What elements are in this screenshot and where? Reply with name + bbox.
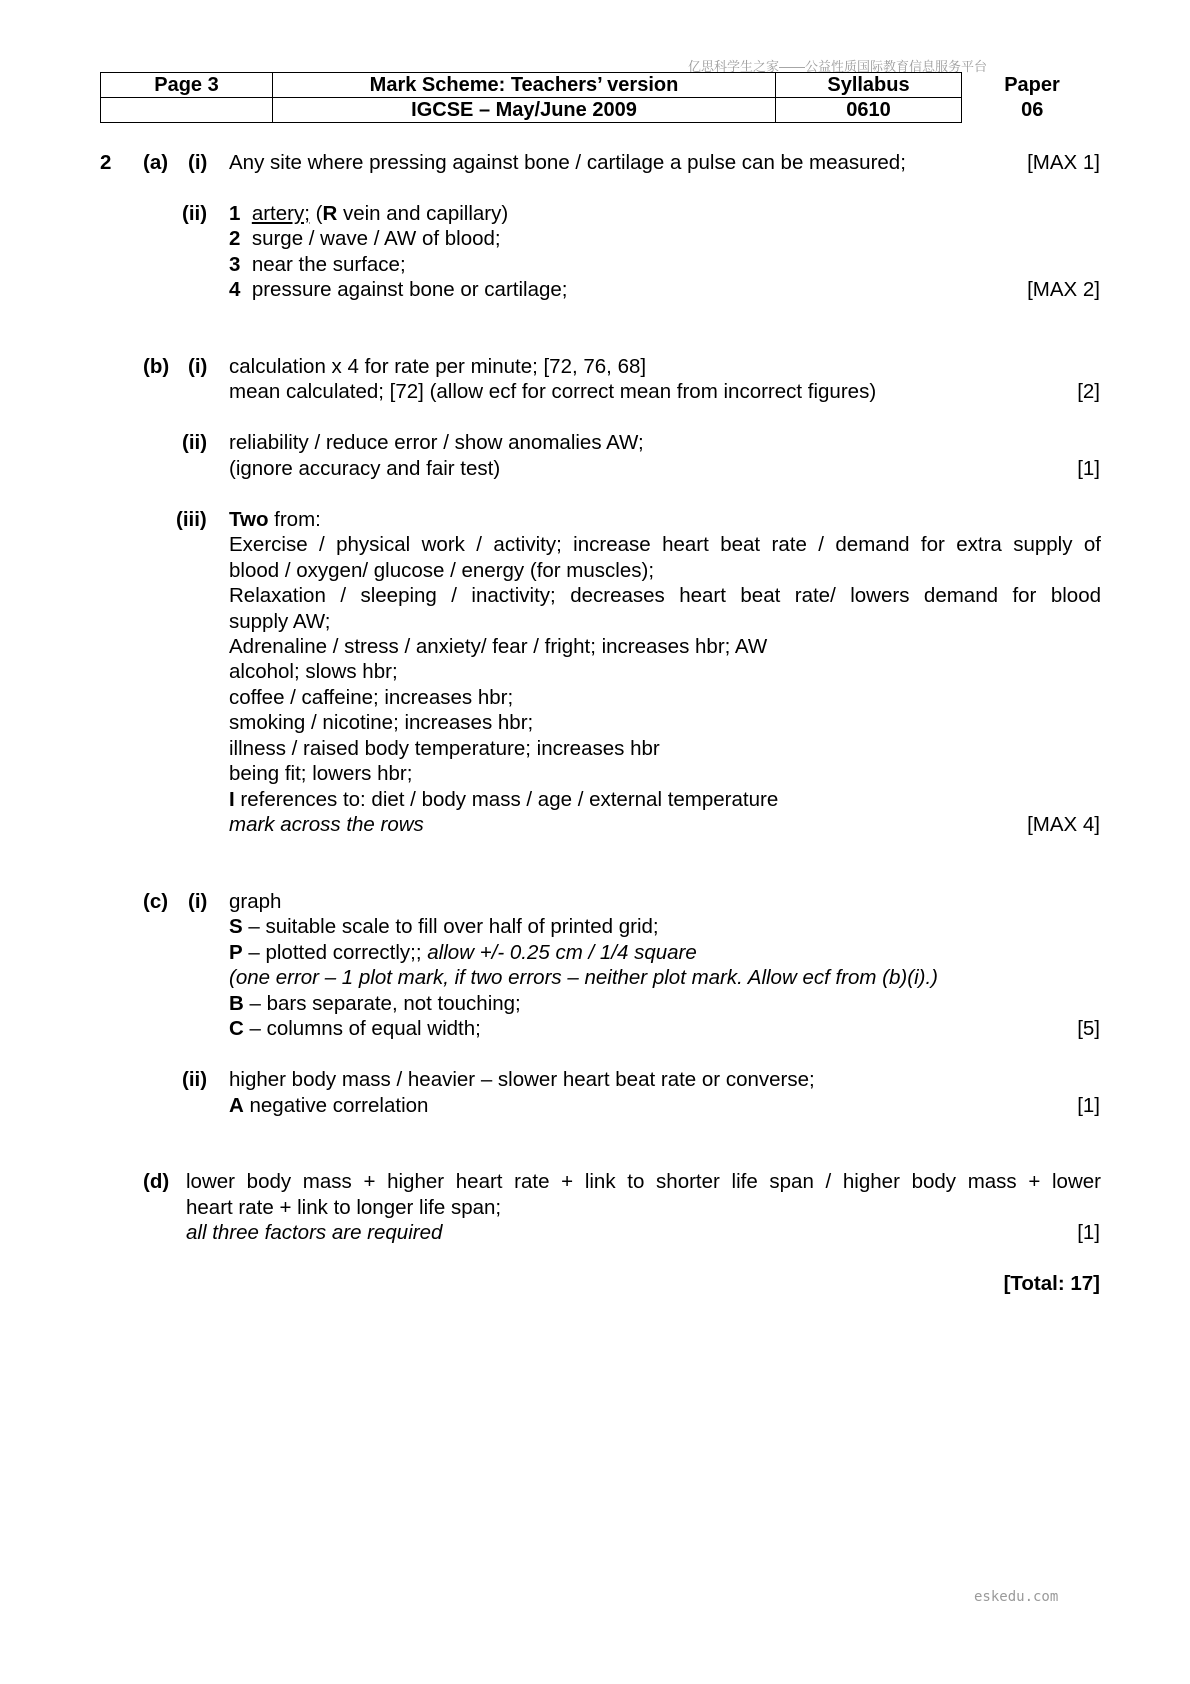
total-mark: [Total: 17] bbox=[1003, 1272, 1100, 1295]
watermark-bottom: eskedu.com bbox=[974, 1589, 1059, 1605]
part-b-iii-line-illness: illness / raised body temperature; increases hbr bbox=[229, 737, 660, 760]
part-b-iii-exercise-line-1: Exercise / physical work / activity; increase heart beat rate / demand for extra supply of bbox=[229, 533, 1101, 556]
header-table bbox=[100, 72, 1103, 123]
part-b-ii-mark: [1] bbox=[1077, 457, 1100, 480]
part-a-ii-item-2: 2 surge / wave / AW of blood; bbox=[229, 227, 501, 250]
part-c-i-columns: C – columns of equal width; bbox=[229, 1017, 481, 1040]
header-syllabus-value: 0610 bbox=[776, 98, 962, 123]
part-c-i-label: (i) bbox=[188, 890, 208, 913]
part-c-ii-label: (ii) bbox=[182, 1068, 208, 1091]
part-b-label: (b) bbox=[143, 355, 170, 378]
part-b-iii-line-smoking: smoking / nicotine; increases hbr; bbox=[229, 711, 534, 734]
header-page: Page 3 bbox=[101, 73, 273, 98]
part-c-i-note: (one error – 1 plot mark, if two errors – neither plot mark. Allow ecf from (b)(i).) bbox=[229, 966, 938, 989]
part-b-iii-mark: [MAX 4] bbox=[1027, 813, 1100, 836]
part-b-ii-line-2: (ignore accuracy and fair test) bbox=[229, 457, 501, 480]
header-paper-label: Paper bbox=[1004, 74, 1060, 96]
part-b-i-line-2: mean calculated; [72] (allow ecf for correct mean from incorrect figures) bbox=[229, 380, 877, 403]
part-d-mark: [1] bbox=[1077, 1221, 1100, 1244]
part-c-i-graph: graph bbox=[229, 890, 282, 913]
part-b-iii-intro: Two from: bbox=[229, 508, 321, 531]
part-a-i-mark: [MAX 1] bbox=[1027, 151, 1100, 174]
part-b-iii-line-coffee: coffee / caffeine; increases hbr; bbox=[229, 686, 514, 709]
part-c-i-bars: B – bars separate, not touching; bbox=[229, 992, 521, 1015]
header-subtitle: IGCSE – May/June 2009 bbox=[273, 98, 776, 123]
part-b-iii-relaxation-line-2: supply AW; bbox=[229, 610, 331, 633]
part-b-i-label: (i) bbox=[188, 355, 208, 378]
header-syllabus-label: Syllabus bbox=[776, 73, 962, 98]
part-a-ii-item-3: 3 near the surface; bbox=[229, 253, 406, 276]
part-b-iii-line-adrenaline: Adrenaline / stress / anxiety/ fear / fright; increases hbr; AW bbox=[229, 635, 768, 658]
part-b-i-mark: [2] bbox=[1077, 380, 1100, 403]
part-b-iii-label: (iii) bbox=[176, 508, 207, 531]
part-b-ii-label: (ii) bbox=[182, 431, 208, 454]
header-empty-cell bbox=[101, 98, 273, 123]
part-b-iii-line-alcohol: alcohol; slows hbr; bbox=[229, 660, 398, 683]
part-b-iii-exercise-line-2: blood / oxygen/ glucose / energy (for muscles); bbox=[229, 559, 655, 582]
part-c-ii-line-1: higher body mass / heavier – slower heart beat rate or converse; bbox=[229, 1068, 815, 1091]
part-c-i-scale: S – suitable scale to fill over half of printed grid; bbox=[229, 915, 659, 938]
part-b-i-line-1: calculation x 4 for rate per minute; [72, 76, 68] bbox=[229, 355, 647, 378]
part-a-ii-mark: [MAX 2] bbox=[1027, 278, 1100, 301]
part-a-ii-label: (ii) bbox=[182, 202, 208, 225]
question-number: 2 bbox=[100, 151, 112, 174]
header-title: Mark Scheme: Teachers’ version bbox=[273, 73, 776, 98]
part-d-line-2: heart rate + link to longer life span; bbox=[186, 1196, 502, 1219]
header-paper-value: 06 bbox=[1021, 99, 1044, 121]
part-b-iii-note: mark across the rows bbox=[229, 813, 424, 836]
part-c-ii-mark: [1] bbox=[1077, 1094, 1100, 1117]
part-d-note: all three factors are required bbox=[186, 1221, 443, 1244]
part-a-i-text: Any site where pressing against bone / cartilage a pulse can be measured; bbox=[229, 151, 906, 174]
watermark-top: 亿思科学生之家——公益性质国际教育信息服务平台 bbox=[688, 59, 988, 74]
part-b-iii-relaxation-line-1: Relaxation / sleeping / inactivity; decreases heart beat rate/ lowers demand for blood bbox=[229, 584, 1101, 607]
part-d-label: (d) bbox=[143, 1170, 170, 1193]
part-d-line-1: lower body mass + higher heart rate + link to shorter life span / higher body mass + lower bbox=[186, 1170, 1101, 1193]
part-a-i-label: (i) bbox=[188, 151, 208, 174]
part-b-iii-line-ignore: I references to: diet / body mass / age / external temperature bbox=[229, 788, 779, 811]
part-c-i-plotted: P – plotted correctly;; allow +/- 0.25 cm / 1/4 square bbox=[229, 941, 697, 964]
part-c-label: (c) bbox=[143, 890, 169, 913]
part-b-ii-line-1: reliability / reduce error / show anomalies AW; bbox=[229, 431, 644, 454]
part-c-i-mark: [5] bbox=[1077, 1017, 1100, 1040]
part-a-label: (a) bbox=[143, 151, 169, 174]
part-a-ii-item-4: 4 pressure against bone or cartilage; bbox=[229, 278, 568, 301]
part-b-iii-line-fit: being fit; lowers hbr; bbox=[229, 762, 413, 785]
part-a-ii-item-1: 1 artery; (R vein and capillary) bbox=[229, 202, 509, 225]
part-c-ii-line-2: A negative correlation bbox=[229, 1094, 429, 1117]
